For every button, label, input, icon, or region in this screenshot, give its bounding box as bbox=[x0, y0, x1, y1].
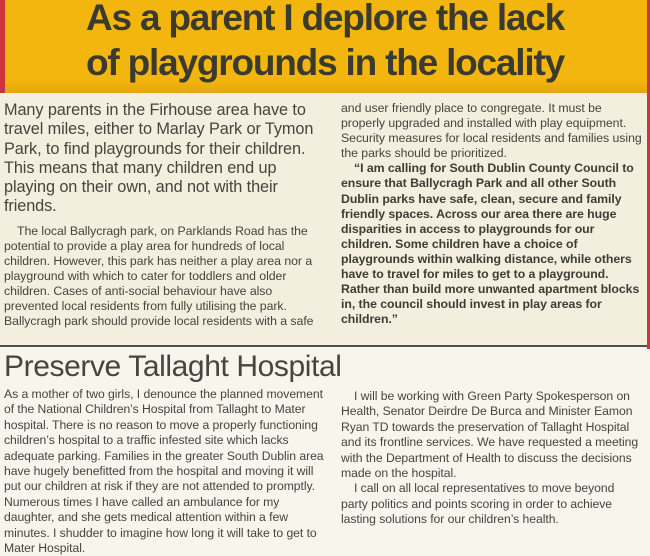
hospital-article-title: Preserve Tallaght Hospital bbox=[4, 350, 342, 383]
article-hospital bbox=[0, 347, 650, 556]
hospital-paragraph-mother: As a mother of two girls, I denounce the planned movement of the National Children’s Hospital from Tallaght to Mater hospital. There is no reason to move a properly functioning children’s hospital to a traffic infested site which lacks adequate parking. Families in the greater South Dublin area have hugely benefitted from the hospital and moving it will put our children at risk if they are not attended to promptly. Numerous times I have called an ambulance for my daughter, and she gets medical attention within a few minutes. I shudder to imagine how long it will take to get to Mater Hospital. bbox=[4, 387, 324, 556]
playgrounds-right-column bbox=[341, 101, 642, 345]
banner-headline-line2: of playgrounds in the locality bbox=[86, 42, 564, 83]
playgrounds-left-column bbox=[4, 101, 328, 345]
headline-banner bbox=[0, 0, 650, 93]
page-edge-stripe-left bbox=[0, 0, 5, 93]
playgrounds-paragraph-ballycragh: The local Ballycragh park, on Parklands Road has the potential to provide a play area for hundreds of local children. However, this park has neither a play area nor a playground with which to cater for toddlers and older children. Cases of anti-social behaviour have also prevented local residents from fully utilising the park. Ballycragh park should provide local residents with a safe bbox=[4, 223, 314, 329]
article-playgrounds bbox=[0, 93, 650, 345]
playgrounds-paragraph-upgrade: and user friendly place to congregate. It must be properly upgraded and installed with play equipment. Security measures for local residents and families using the parks should be prioritized. bbox=[341, 101, 642, 161]
hospital-paragraph-greenparty: I will be working with Green Party Spokesperson on Health, Senator Deirdre De Burca and Minister Eamon Ryan TD towards the preservation of Tallaght Hospital and its frontline services. We have requested a meeting with the Department of Health to discuss the decisions made on the hospital. bbox=[341, 389, 639, 481]
hospital-paragraph-call: I call on all local representatives to move beyond party politics and points scoring in order to achieve lasting solutions for our children’s health. bbox=[341, 481, 615, 527]
hospital-left-column bbox=[4, 387, 327, 556]
playgrounds-quote-paragraph: “I am calling for South Dublin County Council to ensure that Ballycragh Park and all other South Dublin parks have safe, clean, secure and family friendly spaces. Across our area there are huge disparities in access to playgrounds for our children. Some children have a choice of playgrounds within walking distance, while others have to travel for miles to get to a playground. Rather than build more unwanted apartment blocks in, the council should invest in play areas for children.” bbox=[341, 161, 640, 327]
hospital-right-column bbox=[341, 387, 642, 556]
banner-headline-line1: As a parent I deplore the lack bbox=[85, 0, 565, 38]
hospital-columns bbox=[4, 387, 642, 556]
banner-headline bbox=[0, 0, 650, 85]
playgrounds-lead-paragraph: Many parents in the Firhouse area have to travel miles, either to Marlay Park or Tymon Park, to find playgrounds for their children. This means that many children end up playing on their own, and not with their friends. bbox=[4, 101, 314, 216]
